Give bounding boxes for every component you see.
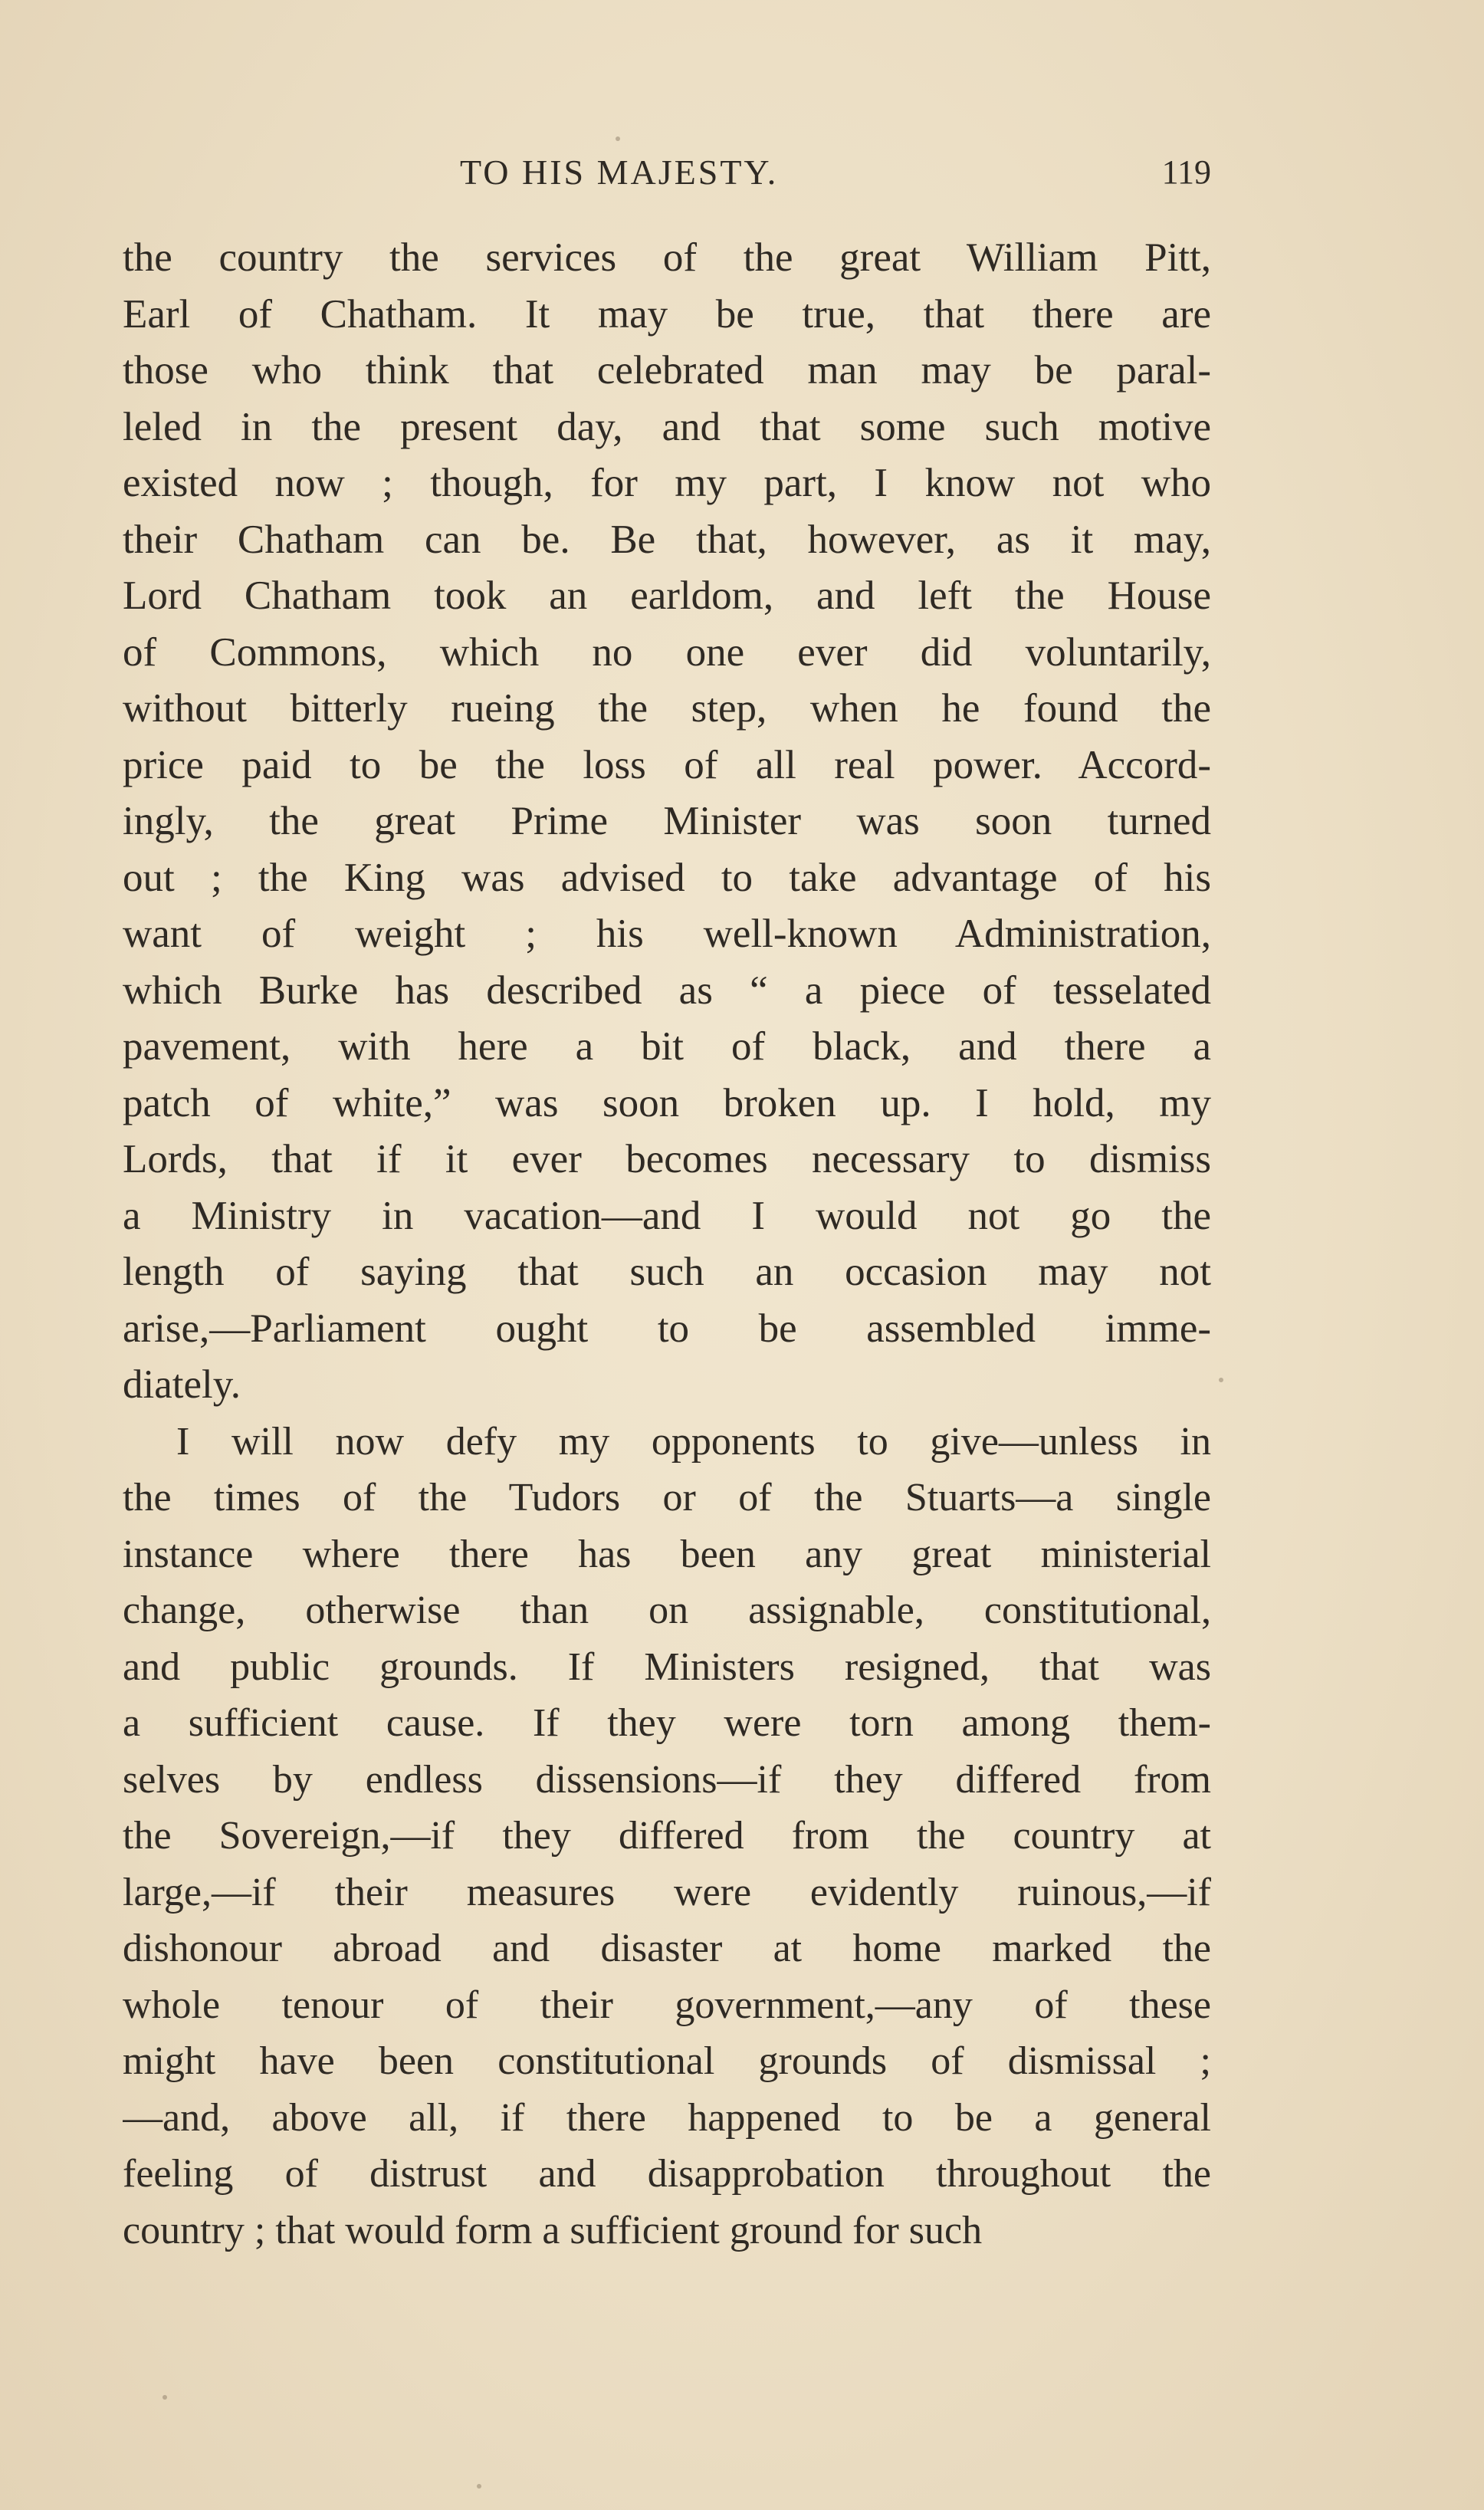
text-line: and public grounds. If Ministers resigned, that was	[123, 1644, 1211, 1689]
paragraph-2	[123, 1414, 1211, 2259]
body-text	[123, 230, 1211, 2259]
text-line: want of weight ; his well-known Administration,	[123, 912, 1211, 956]
text-line: selves by endless dissensions—if they differed from	[123, 1757, 1211, 1802]
running-head	[123, 146, 1211, 199]
text-line: dishonour abroad and disaster at home marked the	[123, 1927, 1211, 1970]
text-line: I will now defy my opponents to give—unless in	[176, 1419, 1211, 1464]
text-line: arise,—Parliament ought to be assembled imme-	[123, 1306, 1211, 1351]
text-line: Lords, that if it ever becomes necessary to dismiss	[123, 1137, 1211, 1181]
text-line: the Sovereign,—if they differed from the country at	[123, 1814, 1211, 1858]
text-line: their Chatham can be. Be that, however, as it may,	[123, 517, 1211, 562]
text-line: of Commons, which no one ever did voluntarily,	[123, 629, 1211, 675]
page-number: 119	[1161, 153, 1211, 191]
text-line: Earl of Chatham. It may be true, that there are	[123, 291, 1211, 337]
text-line: a Ministry in vacation—and I would not go the	[123, 1193, 1211, 1238]
running-title: TO HIS MAJESTY.	[460, 153, 779, 192]
text-line: the times of the Tudors or of the Stuarts—a single	[123, 1476, 1211, 1519]
text-line: ingly, the great Prime Minister was soon turned	[123, 799, 1211, 843]
text-line: which Burke has described as “ a piece of tesselated	[123, 968, 1211, 1013]
text-line: those who think that celebrated man may be paral-	[123, 348, 1211, 393]
paper-fleck	[477, 2484, 481, 2489]
paper-fleck	[616, 136, 620, 141]
text-line: country ; that would form a sufficient ground for such	[123, 2208, 983, 2252]
text-line: —and, above all, if there happened to be a general	[123, 2095, 1211, 2140]
text-line: length of saying that such an occasion may not	[123, 1250, 1211, 1294]
text-line: out ; the King was advised to take advantage of his	[123, 855, 1211, 900]
paper-fleck	[163, 2395, 167, 2400]
text-line: patch of white,” was soon broken up. I hold, my	[123, 1080, 1211, 1125]
text-line: might have been constitutional grounds of dismissal ;	[123, 2039, 1211, 2083]
text-line: pavement, with here a bit of black, and there a	[123, 1024, 1211, 1069]
text-line: feeling of distrust and disapprobation throughout the	[123, 2152, 1211, 2196]
text-line: existed now ; though, for my part, I know not who	[123, 461, 1211, 505]
text-line: diately.	[123, 1362, 241, 1407]
text-line: leled in the present day, and that some such motive	[123, 404, 1211, 449]
text-line: without bitterly rueing the step, when he found the	[123, 686, 1211, 731]
text-line: Lord Chatham took an earldom, and left the House	[123, 573, 1211, 618]
text-line: the country the services of the great William Pitt,	[123, 235, 1211, 280]
text-line: price paid to be the loss of all real power. Accord-	[123, 742, 1211, 787]
paper-fleck	[1219, 1378, 1223, 1382]
text-line: instance where there has been any great ministerial	[123, 1532, 1211, 1576]
text-line: a sufficient cause. If they were torn among them-	[123, 1701, 1211, 1745]
text-line: large,—if their measures were evidently ruinous,—if	[123, 1870, 1211, 1914]
paragraph-1	[123, 230, 1211, 1414]
text-line: change, otherwise than on assignable, constitutional,	[123, 1588, 1211, 1632]
text-line: whole tenour of their government,—any of these	[123, 1983, 1211, 2027]
